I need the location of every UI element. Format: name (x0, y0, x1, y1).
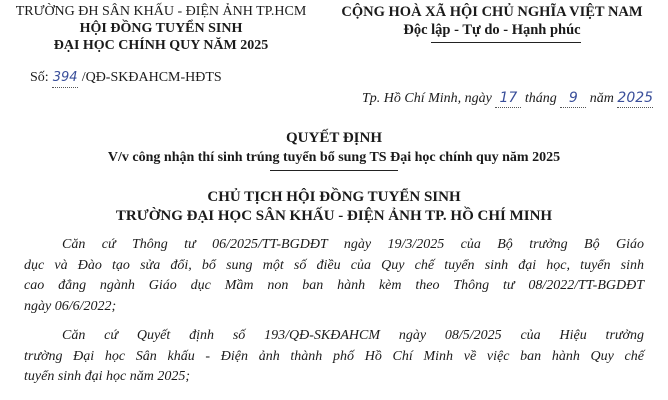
country-name: CỘNG HOÀ XÃ HỘI CHỦ NGHĨA VIỆT NAM (341, 4, 643, 20)
paragraph-line: dục và Đào tạo sửa đổi, bổ sung một số điều của Quy chế tuyển sinh đại học, tuyển sinh (24, 257, 644, 273)
authority-title: CHỦ TỊCH HỘI ĐỒNG TUYỂN SINH (207, 189, 461, 205)
paragraph-line: Căn cứ Quyết định số 193/QĐ-SKĐAHCM ngày 08/5/2025 của Hiệu trưởng (62, 328, 644, 343)
document-number-suffix: /QĐ-SKĐAHCM-HĐTS (81, 70, 222, 85)
document-title: QUYẾT ĐỊNH (286, 130, 382, 146)
document-subject: V/v công nhận thí sinh trúng tuyển bổ sung TS Đại học chính quy năm 2025 (107, 150, 561, 165)
legal-basis-paragraph-1 (24, 235, 644, 317)
motto-underline (431, 42, 581, 43)
paragraph-line: trường Đại học Sân khấu - Điện ảnh thành phố Hồ Chí Minh về việc ban hành Quy chế (24, 348, 644, 364)
place-label: Tp. Hồ Chí Minh, ngày (362, 91, 492, 106)
date-month: 9 (560, 89, 586, 108)
paragraph-line: tuyển sinh đại học năm 2025; (24, 369, 191, 384)
authority-organization: TRƯỜNG ĐẠI HỌC SÂN KHẤU - ĐIỆN ẢNH TP. HỒ CHÍ MINH (115, 208, 553, 224)
university-name: TRƯỜNG ĐH SÂN KHẤU - ĐIỆN ẢNH TP.HCM (15, 4, 307, 19)
paragraph-line: ngày 06/6/2022; (24, 298, 117, 314)
issuer-header (6, 3, 316, 54)
place-and-date (362, 89, 653, 108)
program-name: ĐẠI HỌC CHÍNH QUY NĂM 2025 (53, 38, 269, 53)
month-label: tháng (524, 91, 557, 106)
document-number-prefix: Số: (30, 70, 49, 85)
legal-basis-paragraph-2 (24, 326, 644, 388)
date-day: 17 (495, 89, 521, 108)
date-year: 2025 (617, 90, 654, 106)
council-name: HỘI ĐỒNG TUYỂN SINH (79, 21, 243, 36)
document-number (30, 69, 222, 88)
subject-underline (270, 170, 398, 171)
year-label: năm (589, 91, 614, 106)
national-motto: Độc lập - Tự do - Hạnh phúc (403, 22, 581, 38)
paragraph-line: Căn cứ Thông tư 06/2025/TT-BGDĐT ngày 19/3/2025 của Bộ trưởng Bộ Giáo (62, 237, 644, 252)
document-number-value: 394 (52, 69, 78, 88)
national-header (322, 3, 662, 39)
paragraph-line: cao đẳng ngành Giáo dục Mầm non ban hành kèm theo Thông tư 08/2022/TT-BGDĐT (24, 278, 644, 293)
